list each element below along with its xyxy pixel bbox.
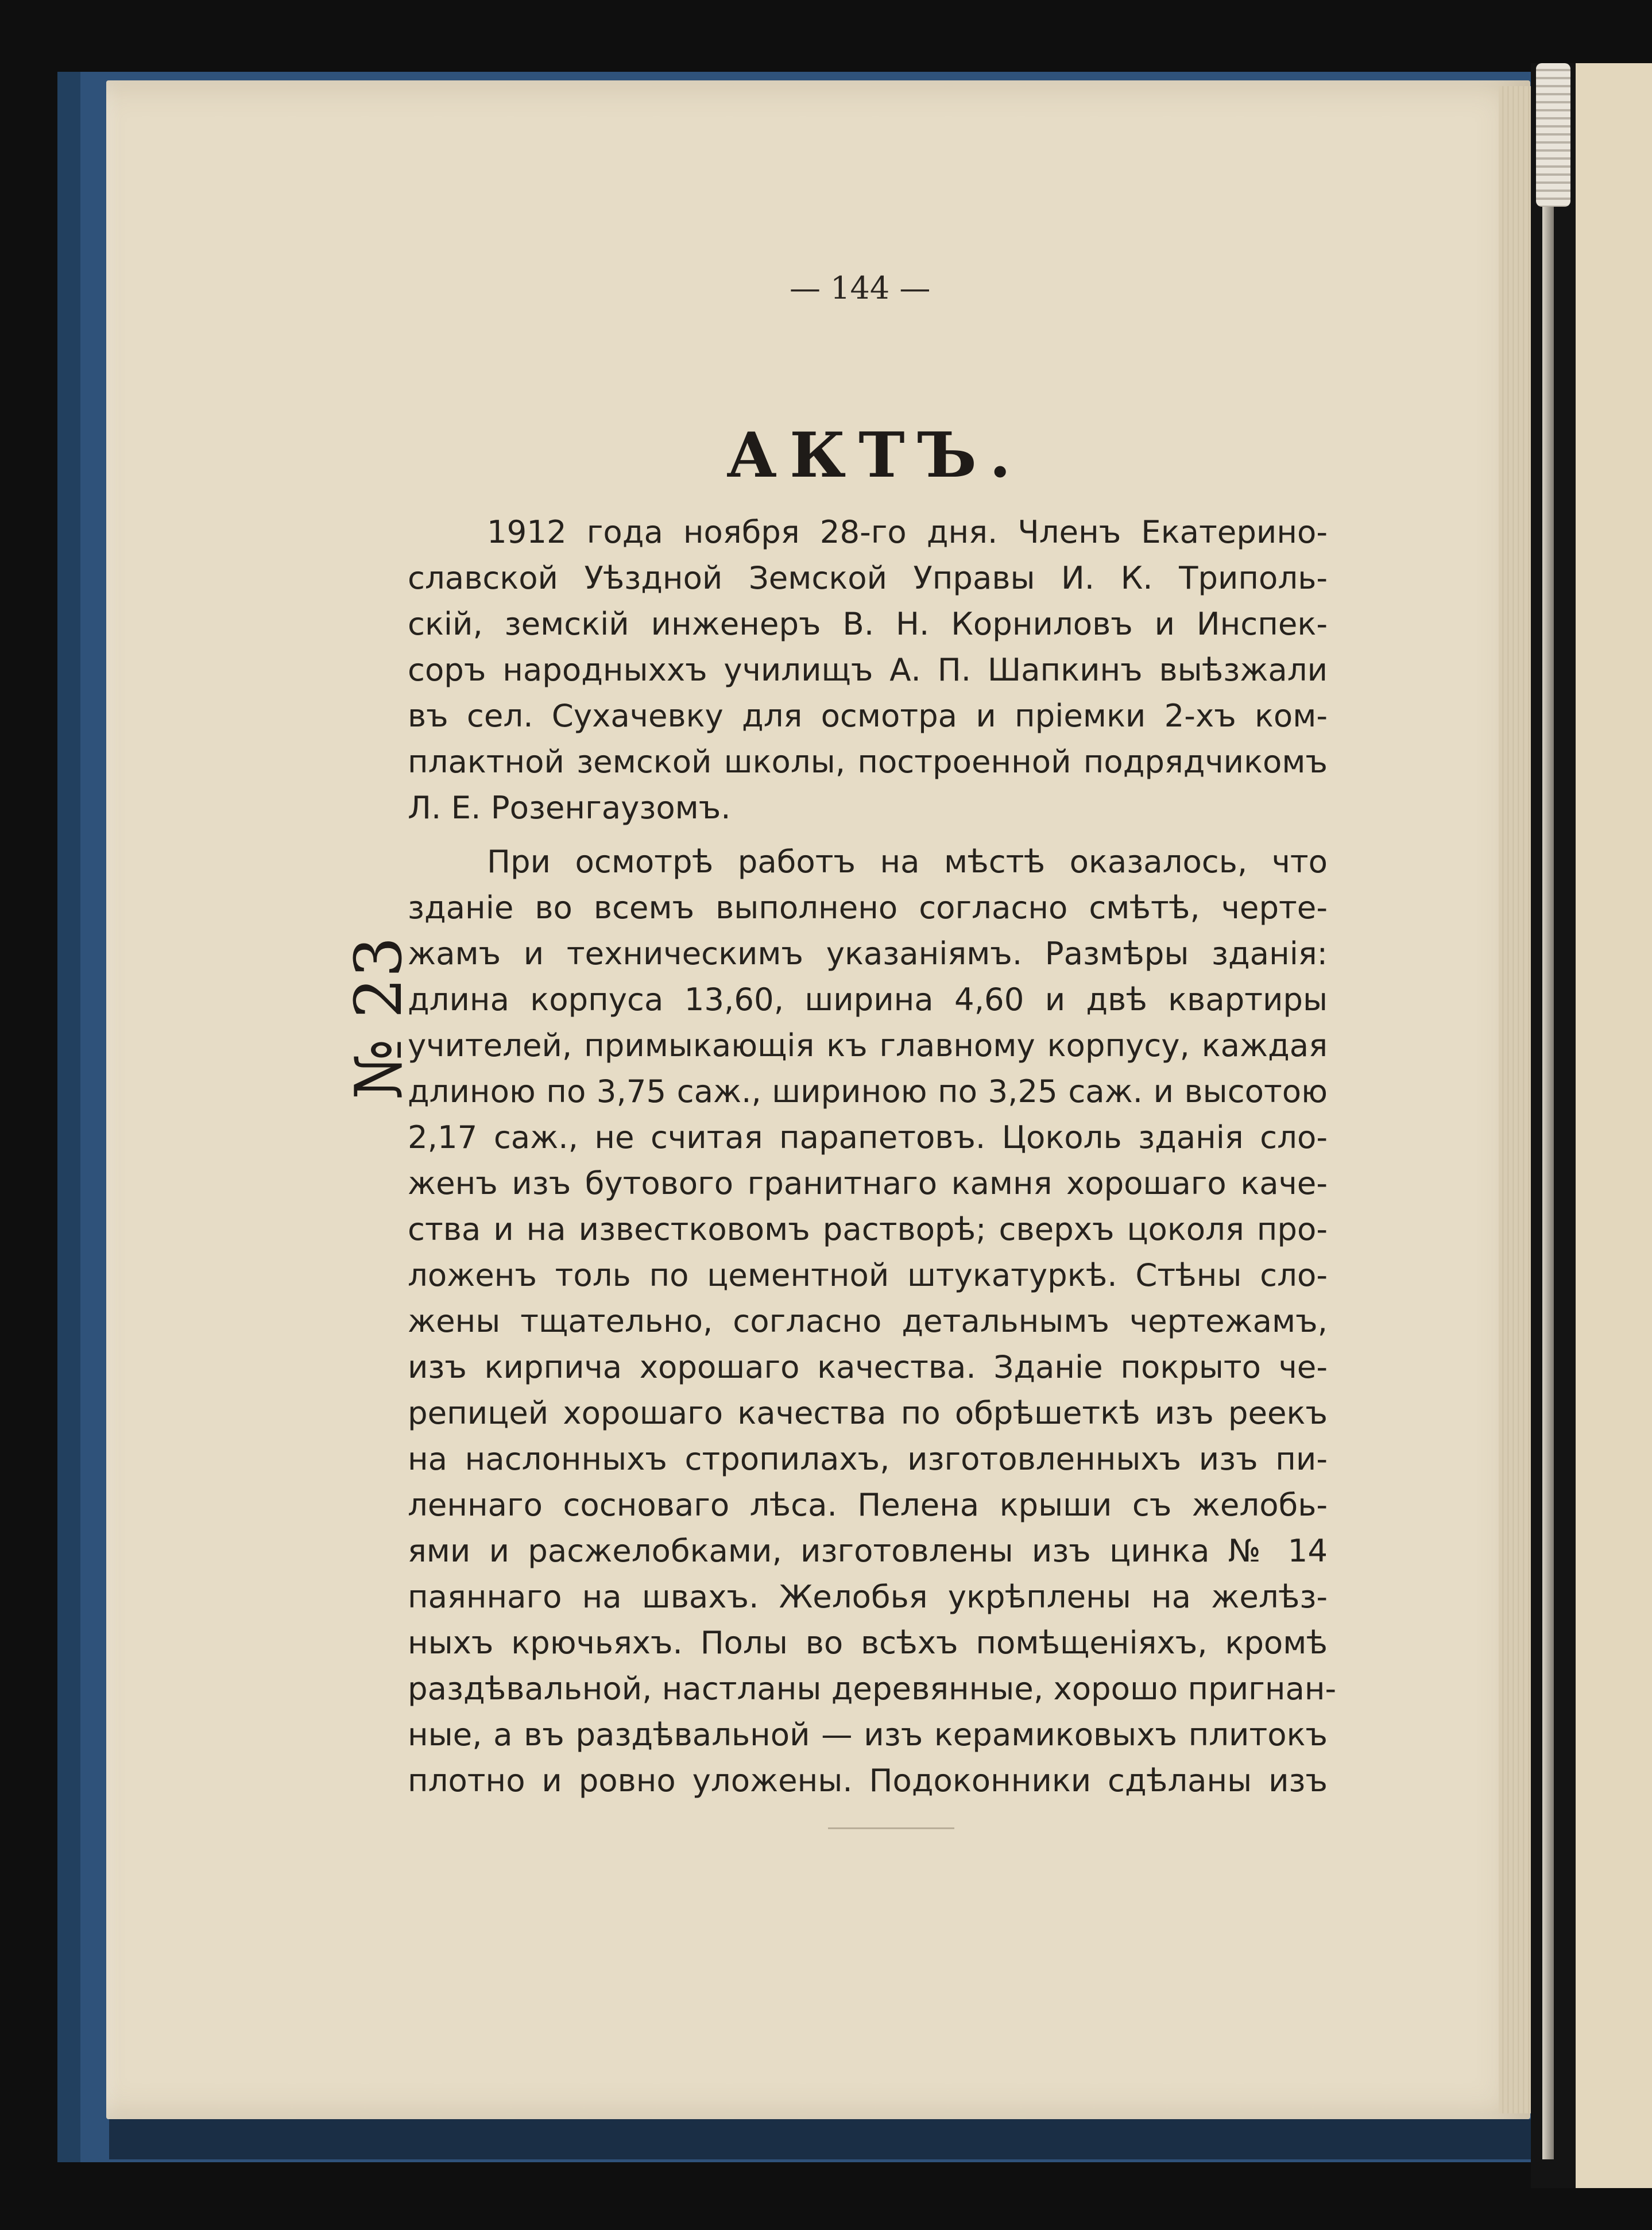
text-line: плотно и ровно уложены. Подоконники сдѣланы изъ: [408, 1762, 1328, 1799]
paragraph-2: [408, 838, 1337, 1803]
text-line: ложенъ толь по цементной штукатуркѣ. Стѣны сло-: [408, 1257, 1328, 1293]
text-line: на наслонныхъ стропилахъ, изготовленныхъ изъ пи-: [408, 1440, 1328, 1477]
text-line: репицей хорошаго качества по обрѣшеткѣ изъ реекъ: [408, 1394, 1328, 1431]
text-line: въ сел. Сухачевку для осмотра и пріемки 2-хъ ком-: [408, 697, 1328, 734]
text-line: ями и расжелобками, изготовлены изъ цинка № 14: [408, 1532, 1328, 1569]
spine-highlight: [1542, 207, 1554, 2159]
cover-bottom-strip: [109, 2119, 1556, 2159]
text-line: учителей, примыкающія къ главному корпусу, каждая: [408, 1027, 1328, 1064]
side-document-number: № 23: [342, 936, 416, 1100]
text-line: длина корпуса 13,60, ширина 4,60 и двѣ квартиры: [408, 981, 1328, 1018]
text-line: плактной земской школы, построенной подрядчикомъ: [408, 743, 1328, 780]
text-line: длиною по 3,75 саж., шириною по 3,25 саж. и высотою: [408, 1073, 1328, 1110]
text-line: ные, а въ раздѣвальной — изъ керамиковыхъ плитокъ: [408, 1716, 1328, 1753]
paragraph-1: [408, 509, 1328, 830]
text-line: 2,17 саж., не считая парапетовъ. Цоколь зданія сло-: [408, 1119, 1328, 1155]
spine-binding: [1536, 63, 1570, 207]
document-title: АКТЪ.: [726, 419, 1024, 492]
page-number: — 144 —: [790, 270, 931, 306]
text-line: паяннаго на швахъ. Желобья укрѣплены на желѣз-: [408, 1578, 1328, 1615]
text-line: изъ кирпича хорошаго качества. Зданіе покрыто че-: [408, 1348, 1328, 1385]
text-line: славской Уѣздной Земской Управы И. К. Триполь-: [408, 559, 1328, 596]
text-line: Л. Е. Розенгаузомъ.: [408, 789, 731, 826]
text-line: женъ изъ бутового гранитнаго камня хорошаго каче-: [408, 1165, 1328, 1201]
text-line: ныхъ крючьяхъ. Полы во всѣхъ помѣщеніяхъ, кромѣ: [408, 1624, 1328, 1661]
text-line: соръ народныххъ училищъ А. П. Шапкинъ выѣзжали: [408, 651, 1328, 688]
cover-edge: [57, 72, 80, 2162]
text-line: раздѣвальной, настланы деревянные, хорошо пригнан-: [408, 1670, 1337, 1707]
text-line: скій, земскій инженеръ В. Н. Корниловъ и Инспек-: [408, 605, 1328, 642]
text-line: зданіе во всемъ выполнено согласно смѣтѣ, черте-: [408, 889, 1328, 926]
text-line: 1912 года ноября 28-го дня. Членъ Екатерино-: [487, 513, 1328, 550]
bottom-rule: [828, 1827, 954, 1829]
text-line: леннаго сосноваго лѣса. Пелена крыши съ желобь-: [408, 1486, 1328, 1523]
right-page-edge: [1576, 63, 1652, 2188]
text-line: ства и на известковомъ растворѣ; сверхъ цоколя про-: [408, 1211, 1328, 1247]
text-line: жены тщательно, согласно детальнымъ чертежамъ,: [408, 1303, 1328, 1339]
text-line: жамъ и техническимъ указаніямъ. Размѣры зданія:: [408, 935, 1328, 972]
text-line: При осмотрѣ работъ на мѣстѣ оказалось, что: [487, 843, 1328, 880]
